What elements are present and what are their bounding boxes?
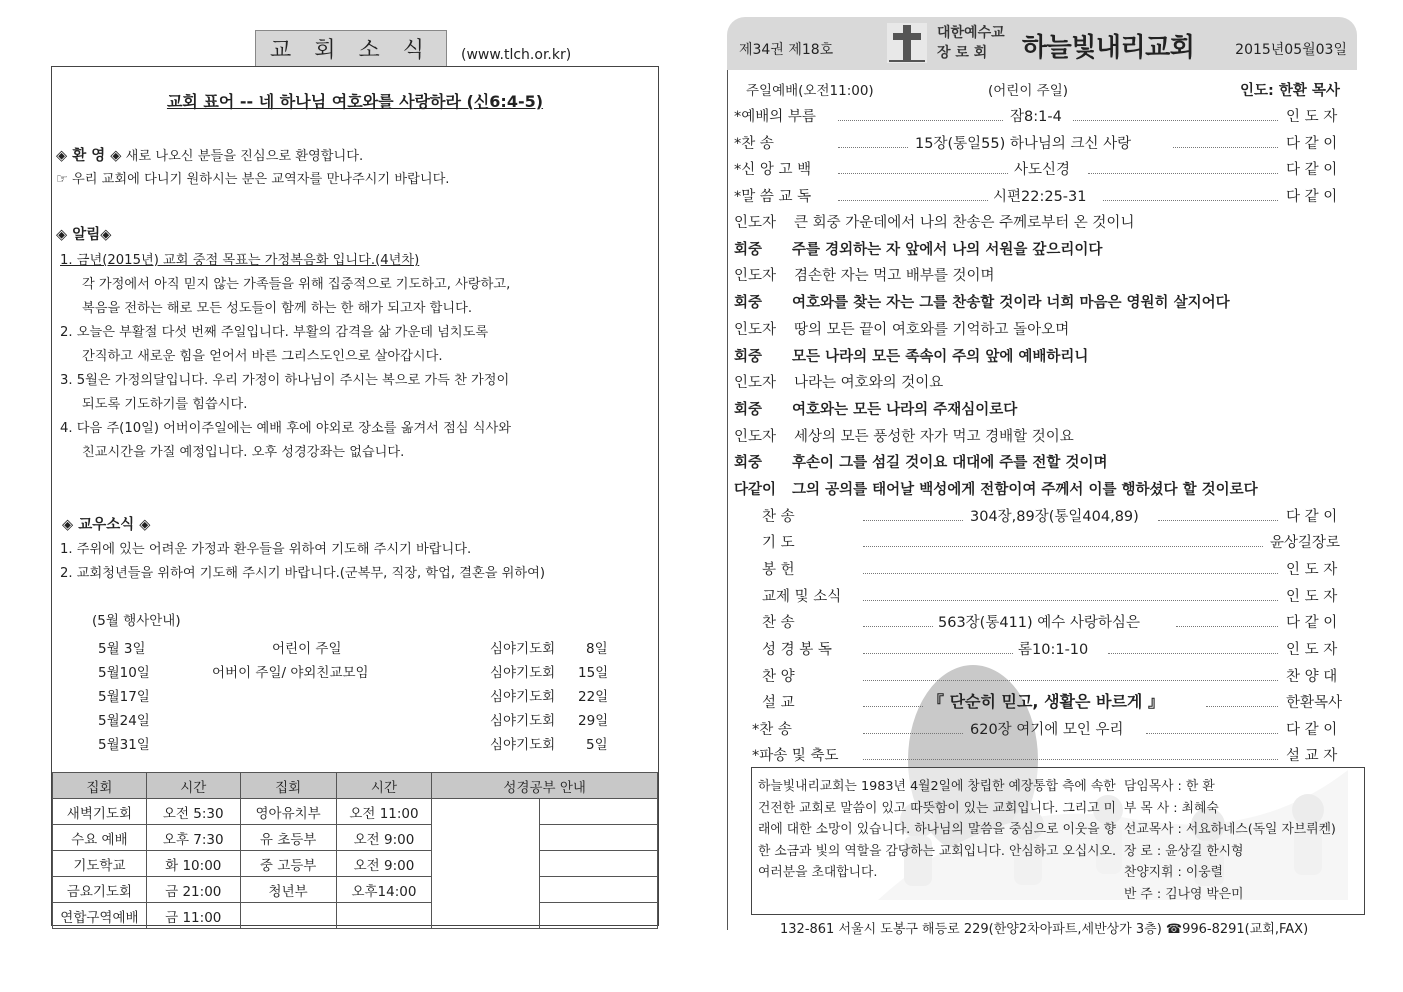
reading-line: [734, 398, 1017, 419]
table-row: [53, 799, 658, 825]
member-news-item: 2. 교회청년들을 위하여 기도해 주시기 바랍니다.(군복무, 직장, 학업, 결혼을 위하여): [60, 566, 546, 581]
table-cell: 유 초등부: [240, 825, 336, 851]
table-cell: 금요기도회: [53, 877, 147, 903]
reading-text: 여호와는 모든 나라의 주재심이로다: [792, 402, 1018, 418]
member-news-item: 1. 주위에 있는 어려운 가정과 환우들을 위하여 기도해 주시기 바랍니다.: [60, 542, 472, 557]
sermon-title: 『 단순히 믿고, 생활은 바르게 』: [928, 692, 1164, 711]
leader-dots: [1146, 733, 1278, 734]
order-content: 304장,89장(통일404,89): [970, 509, 1139, 525]
order-item: 기 도: [762, 535, 795, 551]
staff-item: 장 로 : 윤상길 한시형: [1124, 843, 1244, 859]
notice-item: 간직하고 새로운 힘을 얻어서 바른 그리스도인으로 살아갑시다.: [82, 349, 443, 364]
order-person: 인 도 자: [1286, 562, 1338, 578]
event-day: 22일: [578, 689, 609, 705]
staff-item: 찬양지휘 : 이웅렬: [1124, 865, 1223, 880]
study-cell: [540, 903, 658, 929]
event-row: [92, 661, 612, 685]
event-day: 29일: [578, 713, 609, 729]
intro-invite: 여러분을 초대합니다.: [758, 865, 878, 880]
staff-item: 부 목 사 : 최혜숙: [1124, 800, 1219, 816]
denomination: [937, 23, 1005, 63]
church-name: 하늘빛내리교회: [1022, 33, 1195, 63]
reading-text: 모든 나라의 모든 족속이 주의 앞에 예배하리니: [792, 349, 1089, 365]
reading-role: 회중: [734, 349, 763, 365]
leader-dots: [1176, 626, 1278, 627]
reading-line: [734, 451, 1108, 472]
bulletin-date: 2015년05월03일: [1235, 42, 1347, 58]
intro-text: 하늘빛내리교회는 1983년 4월2일에 창립한 예장통합 측에 속한 건전한 교회로 말씀이 있고 따뜻함이 있는 교회입니다. 그리고 미래에 대한 소망이 있습니다. 하나님의 말씀을 중심으로 이웃을 향한 소금과 빛의 역할을 감당하는 교회입니다. 안심하고 오십시오.: [758, 779, 1117, 859]
table-row: [53, 851, 658, 877]
table-cell: [336, 903, 432, 929]
order-person: 다 같 이: [1286, 509, 1338, 525]
order-person: 찬 양 대: [1286, 669, 1338, 685]
table-row: [53, 903, 658, 929]
church-motto: 교회 표어 -- 네 하나님 여호와를 사랑하라 (신6:4-5): [166, 92, 544, 111]
event-name: 어버이 주일/ 야외친교모임: [212, 665, 369, 681]
may-events: [92, 609, 612, 757]
order-person: 다 같 이: [1286, 162, 1338, 178]
church-url[interactable]: (www.tlch.or.kr): [461, 47, 572, 63]
order-content: 620장 여기에 모인 우리: [970, 722, 1124, 738]
order-person: 인 도 자: [1286, 109, 1338, 125]
order-content: 롬10:1-10: [1018, 642, 1089, 658]
meeting-schedule-table: [52, 772, 658, 929]
table-cell: 연합구역예배: [53, 903, 147, 929]
leader-dots: [863, 546, 1263, 547]
table-cell: 금 11:00: [146, 903, 240, 929]
event-row: [92, 733, 612, 757]
event-prayer: 심야기도회: [490, 713, 556, 729]
event-row: [92, 685, 612, 709]
event-prayer: 심야기도회: [490, 689, 556, 705]
staff-item: 반 주 : 김나영 박은미: [1124, 886, 1244, 902]
event-row: [92, 637, 612, 661]
table-cell: 영아유치부: [240, 799, 336, 825]
leader-dots: [863, 573, 1278, 574]
leader-dots: [838, 147, 908, 148]
order-person: 다 같 이: [1286, 136, 1338, 152]
reading-line: [734, 238, 1102, 259]
order-person: 다 같 이: [1286, 189, 1338, 205]
order-content: 시편22:25-31: [993, 189, 1087, 205]
order-content: 563장(통411) 예수 사랑하심은: [938, 615, 1140, 631]
church-introduction: [758, 776, 1118, 884]
reading-line: [734, 345, 1088, 366]
reading-text: 그의 공의를 태어날 백성에게 전함이여 주께서 이를 행하셨다 할 것이로다: [792, 482, 1258, 498]
issue-number: 제34권 제18호: [739, 42, 834, 58]
leader-dots: [863, 759, 1278, 760]
event-prayer: 심야기도회: [490, 737, 556, 753]
table-cell: 수요 예배: [53, 825, 147, 851]
table-cell: 오전 9:00: [336, 825, 432, 851]
table-cell: 금 21:00: [146, 877, 240, 903]
notice-item: 친교시간을 가질 예정입니다. 오후 성경강좌는 없습니다.: [82, 445, 405, 460]
reading-line: [734, 478, 1258, 499]
table-cell: 오후 7:30: [146, 825, 240, 851]
order-item: 찬 송: [762, 509, 795, 525]
leader-dots: [838, 173, 1008, 174]
reading-line: [734, 318, 1069, 339]
table-cell: 오전 9:00: [336, 851, 432, 877]
reading-role: 인도자: [734, 375, 777, 391]
leader-dots: [1206, 706, 1278, 707]
reading-role: 인도자: [734, 429, 777, 445]
reading-role: 회중: [734, 242, 763, 258]
table-header-row: [53, 773, 658, 799]
welcome-line: [56, 144, 363, 165]
service-leader: 인도: 한환 목사: [1240, 83, 1340, 99]
notice-item: 복음을 전하는 해로 모든 성도들이 함께 하는 한 해가 되고자 합니다.: [82, 301, 473, 316]
staff-list: [1124, 776, 1336, 905]
notice-item: 4. 다음 주(10일) 어버이주일에는 예배 후에 야외로 장소를 옮겨서 점심 식사와: [60, 421, 512, 436]
event-prayer: 심야기도회: [490, 665, 556, 681]
event-day: 8일: [586, 641, 608, 657]
reading-role: 인도자: [734, 268, 777, 284]
leader-dots: [1173, 147, 1278, 148]
order-item: 성 경 봉 독: [762, 642, 832, 658]
denomination-line: 대한예수교: [937, 25, 1005, 41]
order-person: 다 같 이: [1286, 722, 1338, 738]
order-content: 사도신경: [1014, 162, 1071, 178]
worship-order-panel: [727, 70, 1357, 930]
order-person: 인 도 자: [1286, 642, 1338, 658]
leader-dots: [838, 120, 1003, 121]
staff-item: 담임목사 : 한 환: [1124, 779, 1215, 794]
order-item: *예배의 부름: [734, 109, 816, 125]
order-item: *찬 송: [734, 136, 774, 152]
order-item: *신 앙 고 백: [734, 162, 812, 178]
study-cell: [540, 825, 658, 851]
reading-line: [734, 211, 1134, 232]
order-item: 교제 및 소식: [762, 589, 842, 605]
reading-role: 회중: [734, 455, 763, 471]
staff-item: 선교목사 : 서요하네스(독일 자브뤼켄): [1124, 822, 1336, 837]
leader-dots: [838, 200, 988, 201]
event-row: [92, 709, 612, 733]
leader-dots: [1158, 520, 1278, 521]
leader-dots: [1088, 173, 1278, 174]
reading-text: 세상의 모든 풍성한 자가 먹고 경배할 것이요: [794, 429, 1074, 445]
order-person: 설 교 자: [1286, 748, 1338, 764]
col-header: 집회: [53, 773, 147, 799]
reading-text: 큰 회중 가운데에서 나의 찬송은 주께로부터 온 것이니: [794, 215, 1135, 231]
study-cell: [540, 799, 658, 825]
study-cell: [540, 877, 658, 903]
member-news-heading: ◈ 교우소식 ◈: [62, 517, 151, 533]
reading-text: 여호와를 찾는 자는 그를 찬송할 것이라 너희 마음은 영원히 살지어다: [792, 295, 1230, 311]
order-item: *말 씀 교 독: [734, 189, 812, 205]
welcome-note: ☞ 우리 교회에 다니기 원하시는 분은 교역자를 만나주시기 바랍니다.: [56, 172, 450, 187]
reading-role: 회중: [734, 295, 763, 311]
order-person: 다 같 이: [1286, 615, 1338, 631]
col-header: 성경공부 안내: [432, 773, 658, 799]
church-address: 132-861 서울시 도봉구 해등로 229(한양2차아파트,세반상가 3층) ☎996-8291(교회,FAX): [780, 922, 1309, 937]
reading-role: 인도자: [734, 215, 777, 231]
leader-dots: [863, 520, 963, 521]
table-cell: 오후14:00: [336, 877, 432, 903]
notice-item: 되도록 기도하기를 힘씁시다.: [82, 397, 248, 412]
reading-role: 다같이: [734, 482, 777, 498]
notice-heading: ◈ 알림◈: [56, 227, 112, 243]
table-cell: [240, 903, 336, 929]
order-content: 잠8:1-4: [1010, 109, 1062, 125]
event-name: 어린이 주일: [272, 641, 342, 657]
church-news-box: [51, 66, 659, 926]
reading-text: 주를 경외하는 자 앞에서 나의 서원을 갚으리이다: [792, 242, 1103, 258]
cross-logo-icon: [885, 21, 929, 65]
order-content: 15장(통일55) 하나님의 크신 사랑: [915, 136, 1132, 152]
order-item: *파송 및 축도: [752, 748, 839, 764]
reading-role: 인도자: [734, 322, 777, 338]
table-cell: 기도학교: [53, 851, 147, 877]
table-cell: 중 고등부: [240, 851, 336, 877]
reading-text: 후손이 그를 섬길 것이요 대대에 주를 전할 것이며: [792, 455, 1108, 471]
study-cell: [540, 851, 658, 877]
leader-dots: [1073, 120, 1278, 121]
order-item: *찬 송: [752, 722, 792, 738]
event-prayer: 심야기도회: [490, 641, 556, 657]
bulletin-header: [727, 17, 1357, 70]
event-date: 5월10일: [98, 665, 150, 681]
order-item: 설 교: [762, 695, 795, 711]
leader-dots: [1103, 200, 1278, 201]
table-cell: 새벽기도회: [53, 799, 147, 825]
church-info-box: [751, 767, 1365, 915]
table-cell: 오전 11:00: [336, 799, 432, 825]
col-header: 시간: [336, 773, 432, 799]
leader-dots: [1108, 653, 1278, 654]
reading-text: 겸손한 자는 먹고 배부를 것이며: [794, 268, 995, 284]
reading-role: 회중: [734, 402, 763, 418]
order-person: 윤상길장로: [1270, 535, 1341, 551]
service-theme: (어린이 주일): [988, 83, 1069, 99]
reading-text: 땅의 모든 끝이 여호와를 기억하고 돌아오며: [794, 322, 1070, 338]
reading-line: [734, 425, 1074, 446]
col-header: 집회: [240, 773, 336, 799]
leader-dots: [863, 600, 1278, 601]
event-day: 5일: [586, 737, 608, 753]
events-title: (5월 행사안내): [92, 613, 181, 629]
leader-dots: [863, 626, 933, 627]
news-title: 교 회 소 식: [255, 30, 447, 67]
event-date: 5월17일: [98, 689, 150, 705]
notice-item: 각 가정에서 아직 믿지 않는 가족들을 위해 집중적으로 기도하고, 사랑하고,: [82, 277, 511, 292]
table-row: [53, 825, 658, 851]
order-item: 찬 송: [762, 615, 795, 631]
order-person: 인 도 자: [1286, 589, 1338, 605]
event-date: 5월 3일: [98, 641, 146, 657]
order-person: 한환목사: [1286, 695, 1343, 711]
leader-dots: [863, 653, 1013, 654]
welcome-heading: ◈ 환 영 ◈: [56, 148, 122, 164]
col-header: 시간: [146, 773, 240, 799]
left-page-header: [255, 30, 571, 67]
leader-dots: [863, 680, 1278, 681]
welcome-text: 새로 나오신 분들을 진심으로 환영합니다.: [121, 149, 364, 164]
order-item: 봉 헌: [762, 562, 795, 578]
table-cell: 화 10:00: [146, 851, 240, 877]
event-date: 5월31일: [98, 737, 150, 753]
notice-item: 1. 금년(2015년) 교회 중점 목표는 가정복음화 입니다.(4년차): [60, 253, 420, 268]
table-cell: 오전 5:30: [146, 799, 240, 825]
order-item: 찬 양: [762, 669, 795, 685]
study-cell: [432, 799, 540, 929]
reading-text: 나라는 여호와의 것이요: [794, 375, 944, 391]
notice-item: 2. 오늘은 부활절 다섯 번째 주일입니다. 부활의 감격을 삶 가운데 넘치도록: [60, 325, 489, 340]
event-day: 15일: [578, 665, 609, 681]
denomination-line: 장 로 회: [937, 45, 988, 61]
service-title: 주일예배(오전11:00): [746, 83, 874, 99]
reading-line: [734, 371, 943, 392]
leader-dots: [863, 706, 923, 707]
notice-item: 3. 5월은 가정의달입니다. 우리 가정이 하나님이 주시는 복으로 가득 찬 가정이: [60, 373, 510, 388]
table-cell: 청년부: [240, 877, 336, 903]
event-date: 5월24일: [98, 713, 150, 729]
leader-dots: [863, 733, 963, 734]
reading-line: [734, 291, 1230, 312]
reading-line: [734, 264, 995, 285]
table-row: [53, 877, 658, 903]
